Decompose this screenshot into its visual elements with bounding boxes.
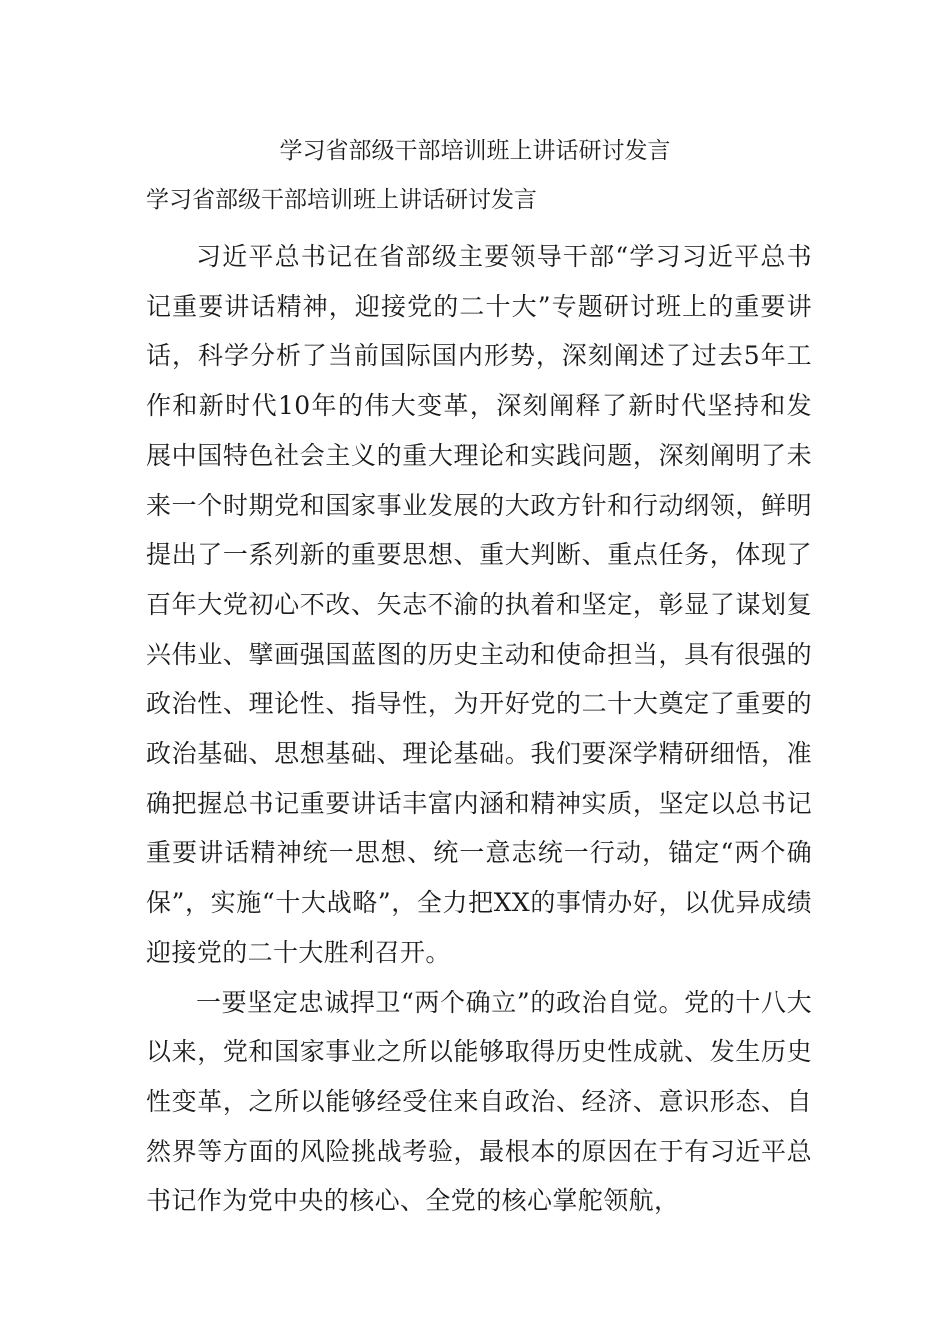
- document-title: 学习省部级干部培训班上讲话研讨发言: [279, 138, 671, 164]
- paragraph-point-one: 一要坚定忠诚捍卫“两个确立”的政治自觉。党的十八大以来，党和国家事业之所以能够取得历史性成就、发生历史性变革，之所以能够经受住来自政治、经济、意识形态、自然界等方面的风险挑战考验，最根本的原因在于有习近平总书记作为党中央的核心、全党的核心掌舵领航，: [146, 987, 812, 1216]
- paragraph-intro: 习近平总书记在省部级主要领导干部“学习习近平总书记重要讲话精神，迎接党的二十大”专题研讨班上的重要讲话，科学分析了当前国际国内形势，深刻阐述了过去5年工作和新时代10年的伟大变革，深刻阐释了新时代坚持和发展中国特色社会主义的重大理论和实践问题，深刻阐明了未来一个时期党和国家事业发展的大政方针和行动纲领，鲜明提出了一系列新的重要思想、重大判断、重点任务，体现了百年大党初心不改、矢志不渝的执着和坚定，彰显了谋划复兴伟业、擘画强国蓝图的历史主动和使命担当，具有很强的政治性、理论性、指导性，为开好党的二十大奠定了重要的政治基础、思想基础、理论基础。我们要深学精研细悟，准确把握总书记重要讲话丰富内涵和精神实质，坚定以总书记重要讲话精神统一思想、统一意志统一行动，锚定“两个确保”，实施“十大战略”，全力把XX的事情办好，以优异成绩迎接党的二十大胜利召开。: [146, 242, 812, 967]
- document-body: [146, 232, 812, 1226]
- document-subtitle: 学习省部级干部培训班上讲话研讨发言: [146, 187, 537, 213]
